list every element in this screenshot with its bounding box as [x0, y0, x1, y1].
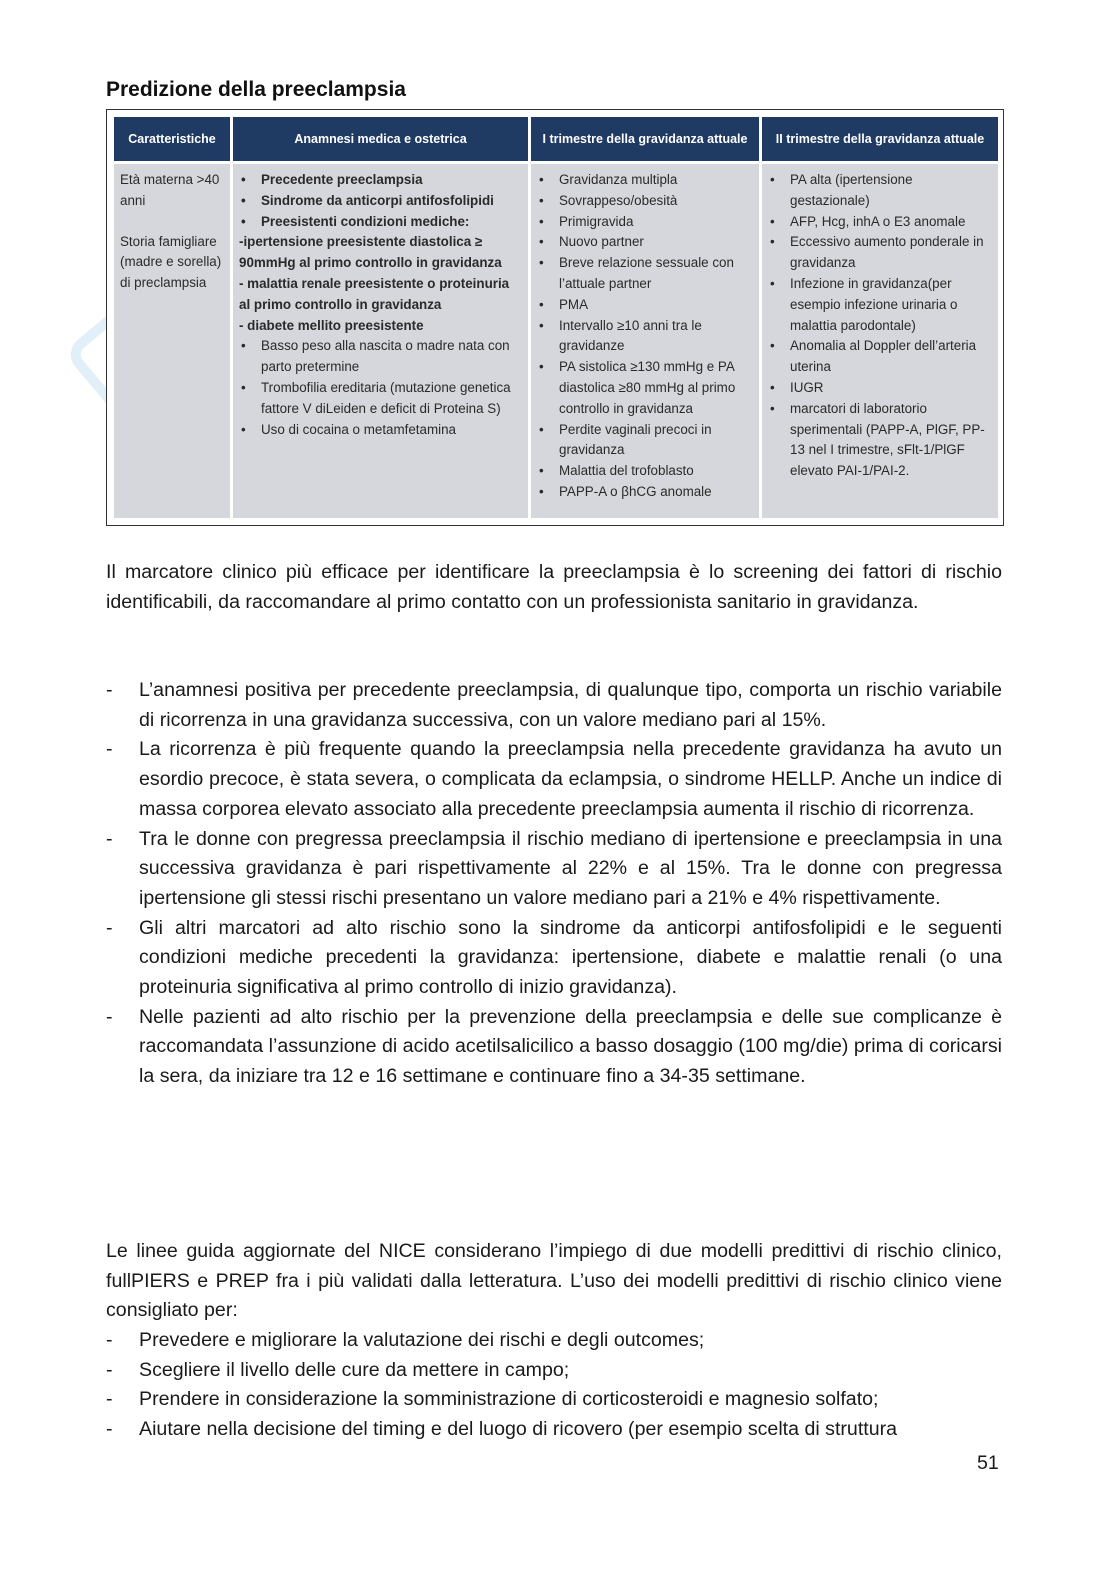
paragraph-intro: Il marcatore clinico più efficace per identificare la preeclampsia è lo screening dei fattori di rischio identificabili, da raccomandare al primo contatto con un professionista sanitario in gravidanza. — [106, 561, 1002, 613]
ii-trimestre-list — [768, 170, 992, 482]
list-item: • PAPP-A o βhCG anomale — [537, 482, 753, 503]
list-item: - Aiutare nella decisione del timing e del luogo di ricovero (per esempio scelta di struttura — [106, 1415, 1002, 1445]
list-item: - Prendere in considerazione la somministrazione di corticosteroidi e magnesio solfato; — [106, 1385, 1002, 1415]
list-item: • Trombofilia ereditaria (mutazione genetica fattore V diLeiden e deficit di Proteina S) — [239, 378, 522, 420]
model-uses-list — [106, 1326, 1002, 1445]
section-title: Predizione della preeclampsia — [106, 78, 406, 101]
sub-item: - diabete mellito preesistente — [239, 317, 424, 333]
anamnesi-list — [239, 170, 522, 232]
list-item: - Scegliere il livello delle cure da mettere in campo; — [106, 1356, 1002, 1386]
list-item: • PA sistolica ≥130 mmHg e PA diastolica ≥80 mmHg al primo controllo in gravidanza — [537, 357, 753, 419]
list-item: • AFP, Hcg, inhA o E3 anomale — [768, 212, 992, 233]
cell-caratteristiche — [114, 164, 230, 518]
list-item: • Anomalia al Doppler dell’arteria uterina — [768, 336, 992, 378]
cell-ii-trimestre — [762, 164, 998, 518]
i-trimestre-list — [537, 170, 753, 503]
list-item: • IUGR — [768, 378, 992, 399]
list-item: • marcatori di laboratorio sperimentali (PAPP-A, PlGF, PP-13 nel I trimestre, sFlt-1/PlGF elevato PAI-1/PAI-2. — [768, 399, 992, 482]
risk-factors-table-frame — [106, 109, 1004, 526]
header-caratteristiche: Caratteristiche — [114, 117, 230, 161]
header-anamnesi: Anamnesi medica e ostetrica — [233, 117, 528, 161]
header-i-trimestre: I trimestre della gravidanza attuale — [531, 117, 759, 161]
page-number: 51 — [977, 1452, 999, 1474]
list-item: • Malattia del trofoblasto — [537, 461, 753, 482]
risk-factors-table — [111, 114, 1001, 521]
sub-item: - malattia renale preesistente o proteinuria al primo controllo in gravidanza — [239, 275, 510, 312]
list-item: • Sindrome da anticorpi antifosfolipidi — [239, 191, 522, 212]
header-ii-trimestre: II trimestre della gravidanza attuale — [762, 117, 998, 161]
list-item: - Prevedere e migliorare la valutazione dei rischi e degli outcomes; — [106, 1326, 1002, 1356]
sub-item: -ipertensione preesistente diastolica ≥ 90mmHg al primo controllo in gravidanza — [239, 234, 502, 271]
list-item: • Breve relazione sessuale con l’attuale partner — [537, 253, 753, 295]
list-item: • Preesistenti condizioni mediche: — [239, 212, 522, 233]
characteristic-family-history: Storia famigliare (madre e sorella) di preclampsia — [120, 233, 222, 291]
list-item: • Perdite vaginali precoci in gravidanza — [537, 420, 753, 462]
list-item: • Nuovo partner — [537, 232, 753, 253]
list-item: - Gli altri marcatori ad alto rischio sono la sindrome da anticorpi antifosfolipidi e le seguenti condizioni mediche precedenti la gravidanza: ipertensione, diabete e malattie renali (o una proteinuria significativa al primo controllo di inizio gravidanza). — [106, 914, 1002, 1003]
anamnesi-list-continued — [239, 336, 522, 440]
characteristic-age: Età materna >40 anni — [120, 172, 220, 208]
list-item: - Nelle pazienti ad alto rischio per la prevenzione della preeclampsia e delle sue complicanze è raccomandata l’assunzione di acido acetilsalicilico a basso dosaggio (100 mg/die) prima di coricarsi la sera, da iniziare tra 12 e 16 settimane e continuare fino a 34-35 settimane. — [106, 1003, 1002, 1092]
list-item: • Precedente preeclampsia — [239, 170, 522, 191]
list-item: • Infezione in gravidanza(per esempio infezione urinaria o malattia parodontale) — [768, 274, 992, 336]
list-item: • PMA — [537, 295, 753, 316]
list-item: • Eccessivo aumento ponderale in gravidanza — [768, 232, 992, 274]
list-item: - L’anamnesi positiva per precedente preeclampsia, di qualunque tipo, comporta un rischio variabile di ricorrenza in una gravidanza successiva, con un valore mediano pari al 15%. — [106, 676, 1002, 735]
list-item: • Primigravida — [537, 212, 753, 233]
list-item: • PA alta (ipertensione gestazionale) — [768, 170, 992, 212]
cell-anamnesi — [233, 164, 528, 518]
list-item: • Gravidanza multipla — [537, 170, 753, 191]
list-item: - Tra le donne con pregressa preeclampsia il rischio mediano di ipertensione e preeclampsia in una successiva gravidanza è pari rispettivamente al 22% e al 15%. Tra le donne con pregressa ipertensione gli stessi rischi presentano un valore mediano pari a 21% e 4% rispettivamente. — [106, 825, 1002, 914]
list-item: • Basso peso alla nascita o madre nata con parto pretermine — [239, 336, 522, 378]
list-item: - La ricorrenza è più frequente quando la preeclampsia nella precedente gravidanza ha avuto un esordio precoce, è stata severa, o complicata da eclampsia, o sindrome HELLP. Anche un indice di massa corporea elevato associato alla precedente preeclampsia aumenta il rischio di ricorrenza. — [106, 735, 1002, 824]
list-item: • Intervallo ≥10 anni tra le gravidanze — [537, 316, 753, 358]
list-item: • Uso di cocaina o metamfetamina — [239, 420, 522, 441]
risk-notes-list — [106, 676, 1002, 1092]
paragraph-nice: Le linee guida aggiornate del NICE considerano l’impiego di due modelli predittivi di rischio clinico, fullPIERS e PREP fra i più validati dalla letteratura. L’uso dei modelli predittivi di rischio clinico viene consigliato per: — [106, 1240, 1002, 1322]
cell-i-trimestre — [531, 164, 759, 518]
list-item: • Sovrappeso/obesità — [537, 191, 753, 212]
